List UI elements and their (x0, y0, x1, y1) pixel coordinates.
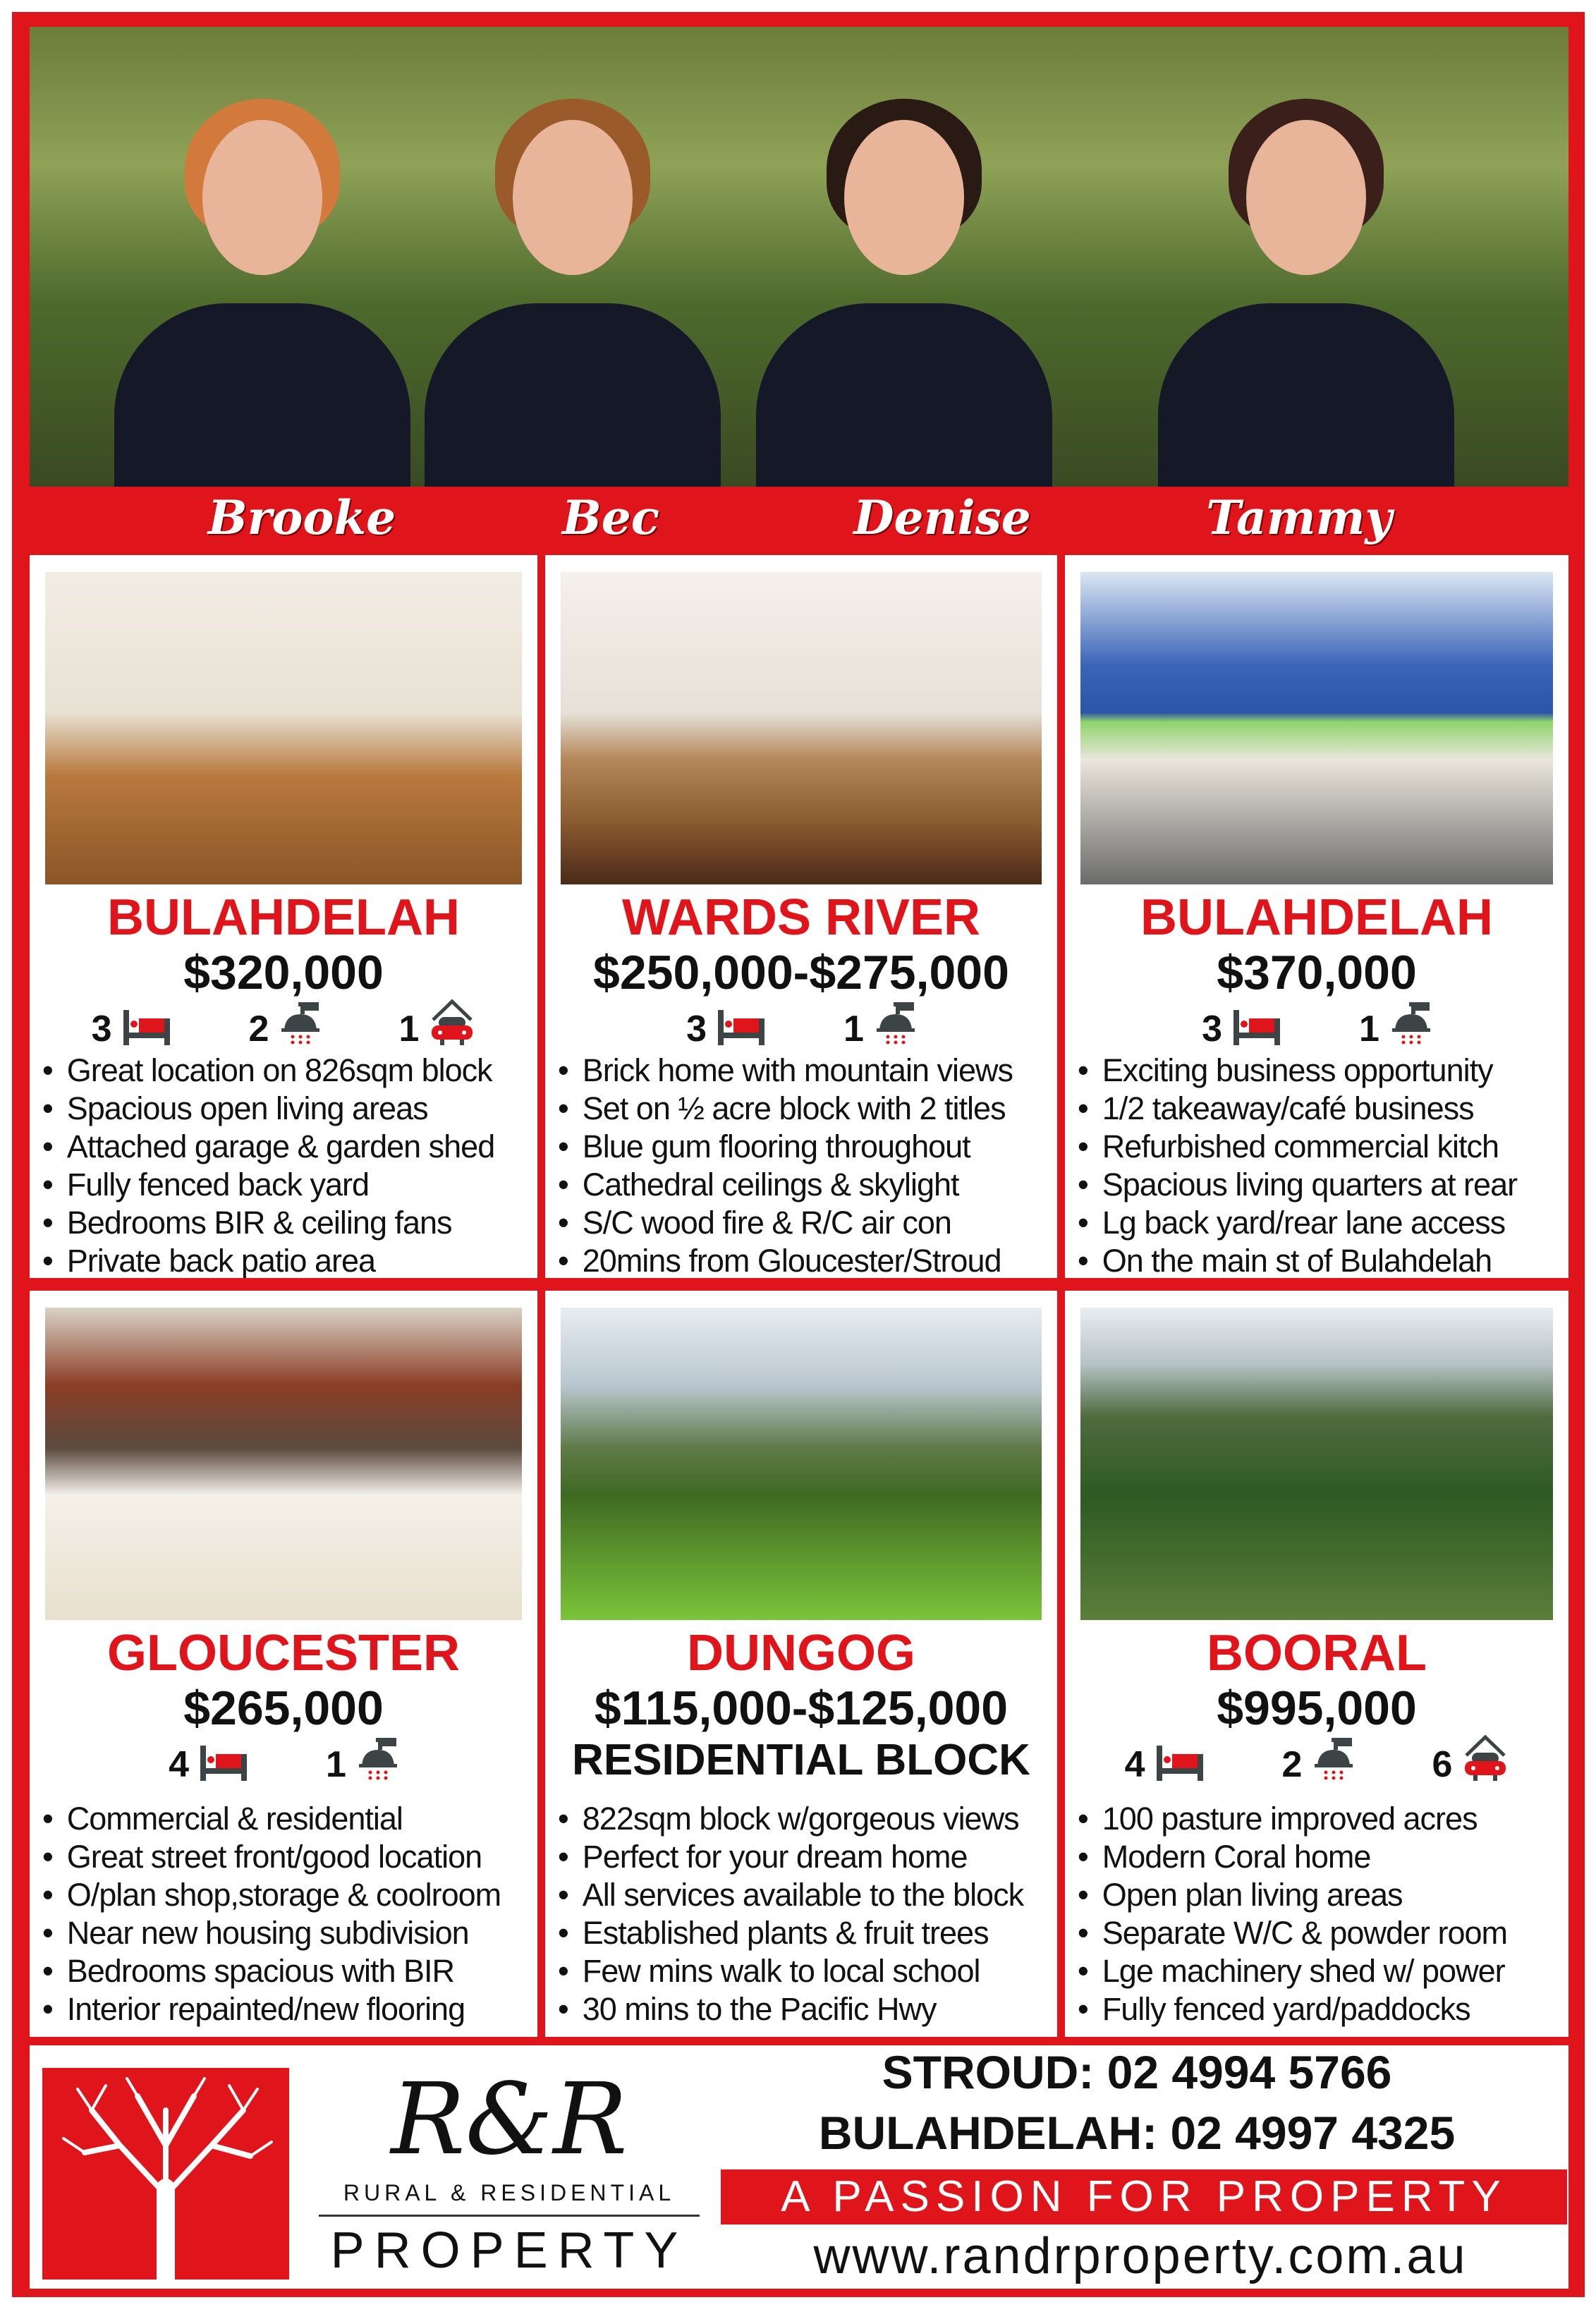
listing-price: $115,000-$125,000 (594, 1681, 1009, 1735)
listing-location: GLOUCESTER (106, 1625, 461, 1681)
phone-bulahdelah[interactable]: BULAHDELAH: 02 4997 4325 (818, 2107, 1456, 2159)
feature-garage-car (398, 999, 475, 1049)
listing-bullet: • Spacious open living areas (42, 1090, 532, 1128)
listing-location: WARDS RIVER (621, 889, 981, 946)
listing-bullet: • S/C wood fire & R/C air con (558, 1204, 1052, 1242)
listing-price: $320,000 (183, 946, 384, 999)
listing-photo[interactable] (561, 1308, 1042, 1620)
agent-names-strip (30, 487, 1568, 548)
listing-bullet: • Bedrooms BIR & ceiling fans (42, 1204, 532, 1242)
feature-garage-car (1432, 1734, 1509, 1784)
listing-features (1065, 1735, 1568, 1784)
listing-price: $995,000 (1217, 1681, 1417, 1735)
footer (30, 2045, 1568, 2289)
listing-photo[interactable] (1080, 572, 1553, 884)
listing-bullet: • Great location on 826sqm block (42, 1052, 532, 1090)
listing-bullet: • Great street front/good location (42, 1838, 532, 1876)
listing-price: $370,000 (1217, 946, 1417, 999)
listing-card[interactable] (1065, 555, 1568, 1278)
bed-icon (1232, 1009, 1281, 1049)
listing-bullet: • Exciting business opportunity (1078, 1052, 1563, 1090)
listing-bullet: • On the main st of Bulahdelah (1078, 1242, 1563, 1278)
listing-bullet: • Set on ½ acre block with 2 titles (558, 1090, 1052, 1128)
feature-bed (1202, 1009, 1281, 1049)
listing-card[interactable] (30, 555, 537, 1278)
feature-count: 4 (1124, 1744, 1145, 1785)
listing-location: BULAHDELAH (107, 889, 460, 946)
listing-bullets (1078, 1800, 1563, 2028)
feature-count: 2 (248, 1009, 269, 1049)
agent-name-brooke: Brooke (207, 490, 396, 545)
listing-bullet: • Bedrooms spacious with BIR (42, 1952, 532, 1990)
listing-bullet: • 100 pasture improved acres (1078, 1800, 1563, 1838)
listing-bullet: • Established plants & fruit trees (558, 1914, 1052, 1952)
listing-bullet: • Private back patio area (42, 1242, 532, 1278)
feature-count: 3 (91, 1009, 112, 1049)
listing-bullets (558, 1800, 1052, 2028)
listing-bullet: • Cathedral ceilings & skylight (558, 1166, 1052, 1204)
listing-photo[interactable] (561, 572, 1042, 884)
feature-bed (1125, 1744, 1205, 1784)
feature-bed (169, 1744, 248, 1784)
listing-bullets (42, 1052, 532, 1278)
phone-stroud[interactable]: STROUD: 02 4994 5766 (882, 2046, 1392, 2098)
brand-divider (319, 2215, 700, 2217)
feature-count: 1 (398, 1009, 420, 1049)
listing-bullets (558, 1052, 1052, 1278)
team-photo (30, 27, 1568, 487)
listing-features (1065, 999, 1568, 1049)
listing-location: BOORAL (1207, 1625, 1427, 1681)
listing-bullet: • Few mins walk to local school (558, 1952, 1052, 1990)
brand-property-text: PROPERTY (330, 2222, 688, 2279)
brand-logo-mark: R&R (391, 2062, 628, 2177)
listing-photo[interactable] (45, 1308, 522, 1620)
listing-bullet: • Modern Coral home (1078, 1838, 1563, 1876)
garage-car-icon (1462, 1734, 1509, 1784)
listing-photo[interactable] (1080, 1308, 1553, 1620)
listing-bullet: • Perfect for your dream home (558, 1838, 1052, 1876)
listing-price: $265,000 (183, 1681, 384, 1735)
listing-price: $250,000-$275,000 (593, 946, 1009, 999)
listing-photo[interactable] (45, 572, 522, 884)
feature-count: 3 (1202, 1009, 1222, 1049)
listing-bullet: • Lge machinery shed w/ power (1078, 1952, 1563, 1990)
listing-bullet: • Open plan living areas (1078, 1876, 1563, 1914)
listing-bullet: • Attached garage & garden shed (42, 1128, 532, 1166)
website-link[interactable]: www.randrproperty.com.au (813, 2228, 1468, 2284)
listing-bullet: • Lg back yard/rear lane access (1078, 1204, 1563, 1242)
listing-card[interactable] (1065, 1291, 1568, 2037)
feature-count: 2 (1281, 1744, 1303, 1785)
tree-logo-icon (42, 2068, 289, 2279)
shower-icon (279, 1002, 321, 1049)
listing-bullet: • Brick home with mountain views (558, 1052, 1052, 1090)
listing-bullet: • Near new housing subdivision (42, 1914, 532, 1952)
feature-count: 1 (1359, 1009, 1379, 1049)
shower-icon (356, 1737, 398, 1784)
bed-icon (717, 1009, 766, 1049)
listing-bullet: • Blue gum flooring throughout (558, 1128, 1052, 1166)
agent-photo-bec (410, 92, 735, 487)
listing-features (545, 999, 1057, 1049)
listing-bullets (42, 1800, 532, 2028)
listing-bullet: • 822sqm block w/gorgeous views (558, 1800, 1052, 1838)
listing-bullet: • Fully fenced back yard (42, 1166, 532, 1204)
shower-icon (874, 1002, 916, 1049)
brand-tagline: RURAL & RESIDENTIAL (343, 2180, 676, 2205)
listing-bullet: • Spacious living quarters at rear (1078, 1166, 1563, 1204)
feature-count: 3 (686, 1009, 707, 1049)
agent-photo-brooke (100, 92, 425, 487)
listing-bullet: • 30 mins to the Pacific Hwy (558, 1990, 1052, 2028)
feature-shower (1282, 1737, 1355, 1784)
slogan-banner: A PASSION FOR PROPERTY (721, 2169, 1567, 2224)
shower-icon (1312, 1737, 1354, 1784)
listing-card[interactable] (30, 1291, 537, 2037)
listing-location: BULAHDELAH (1140, 889, 1493, 946)
shower-icon (1389, 1002, 1432, 1049)
agent-name-denise: Denise (853, 490, 1031, 545)
listing-bullet: • All services available to the block (558, 1876, 1052, 1914)
feature-shower (1359, 1002, 1432, 1049)
agent-photo-tammy (1144, 92, 1468, 487)
listing-features (30, 1735, 537, 1784)
listing-features (30, 999, 537, 1049)
feature-count: 6 (1432, 1744, 1453, 1785)
listing-subtitle: RESIDENTIAL BLOCK (572, 1736, 1030, 1784)
feature-shower (249, 1002, 322, 1049)
listing-bullet: • Interior repainted/new flooring (42, 1990, 532, 2028)
listing-bullet: • 20mins from Gloucester/Stroud (558, 1242, 1052, 1278)
feature-bed (686, 1009, 766, 1049)
feature-bed (92, 1009, 171, 1049)
listing-bullets (1078, 1052, 1563, 1278)
listing-bullet: • Commercial & residential (42, 1800, 532, 1838)
feature-count: 1 (326, 1744, 346, 1785)
garage-car-icon (429, 999, 475, 1049)
feature-shower (843, 1002, 916, 1049)
agent-name-tammy: Tammy (1206, 490, 1392, 545)
listing-bullet: • Separate W/C & powder room (1078, 1914, 1563, 1952)
feature-shower (326, 1737, 398, 1784)
agent-photo-denise (742, 92, 1066, 487)
bed-icon (1155, 1744, 1205, 1784)
listing-card[interactable] (545, 1291, 1057, 2037)
bed-icon (122, 1009, 171, 1049)
listing-bullet: • O/plan shop,storage & coolroom (42, 1876, 532, 1914)
feature-count: 4 (169, 1744, 189, 1785)
listing-card[interactable] (545, 555, 1057, 1278)
agent-name-bec: Bec (562, 490, 659, 545)
listing-bullet: • Fully fenced yard/paddocks (1078, 1990, 1563, 2028)
listing-location: DUNGOG (687, 1625, 915, 1681)
feature-count: 1 (843, 1009, 864, 1049)
bed-icon (199, 1744, 248, 1784)
listing-bullet: • 1/2 takeaway/café business (1078, 1090, 1563, 1128)
listing-bullet: • Refurbished commercial kitch (1078, 1128, 1563, 1166)
